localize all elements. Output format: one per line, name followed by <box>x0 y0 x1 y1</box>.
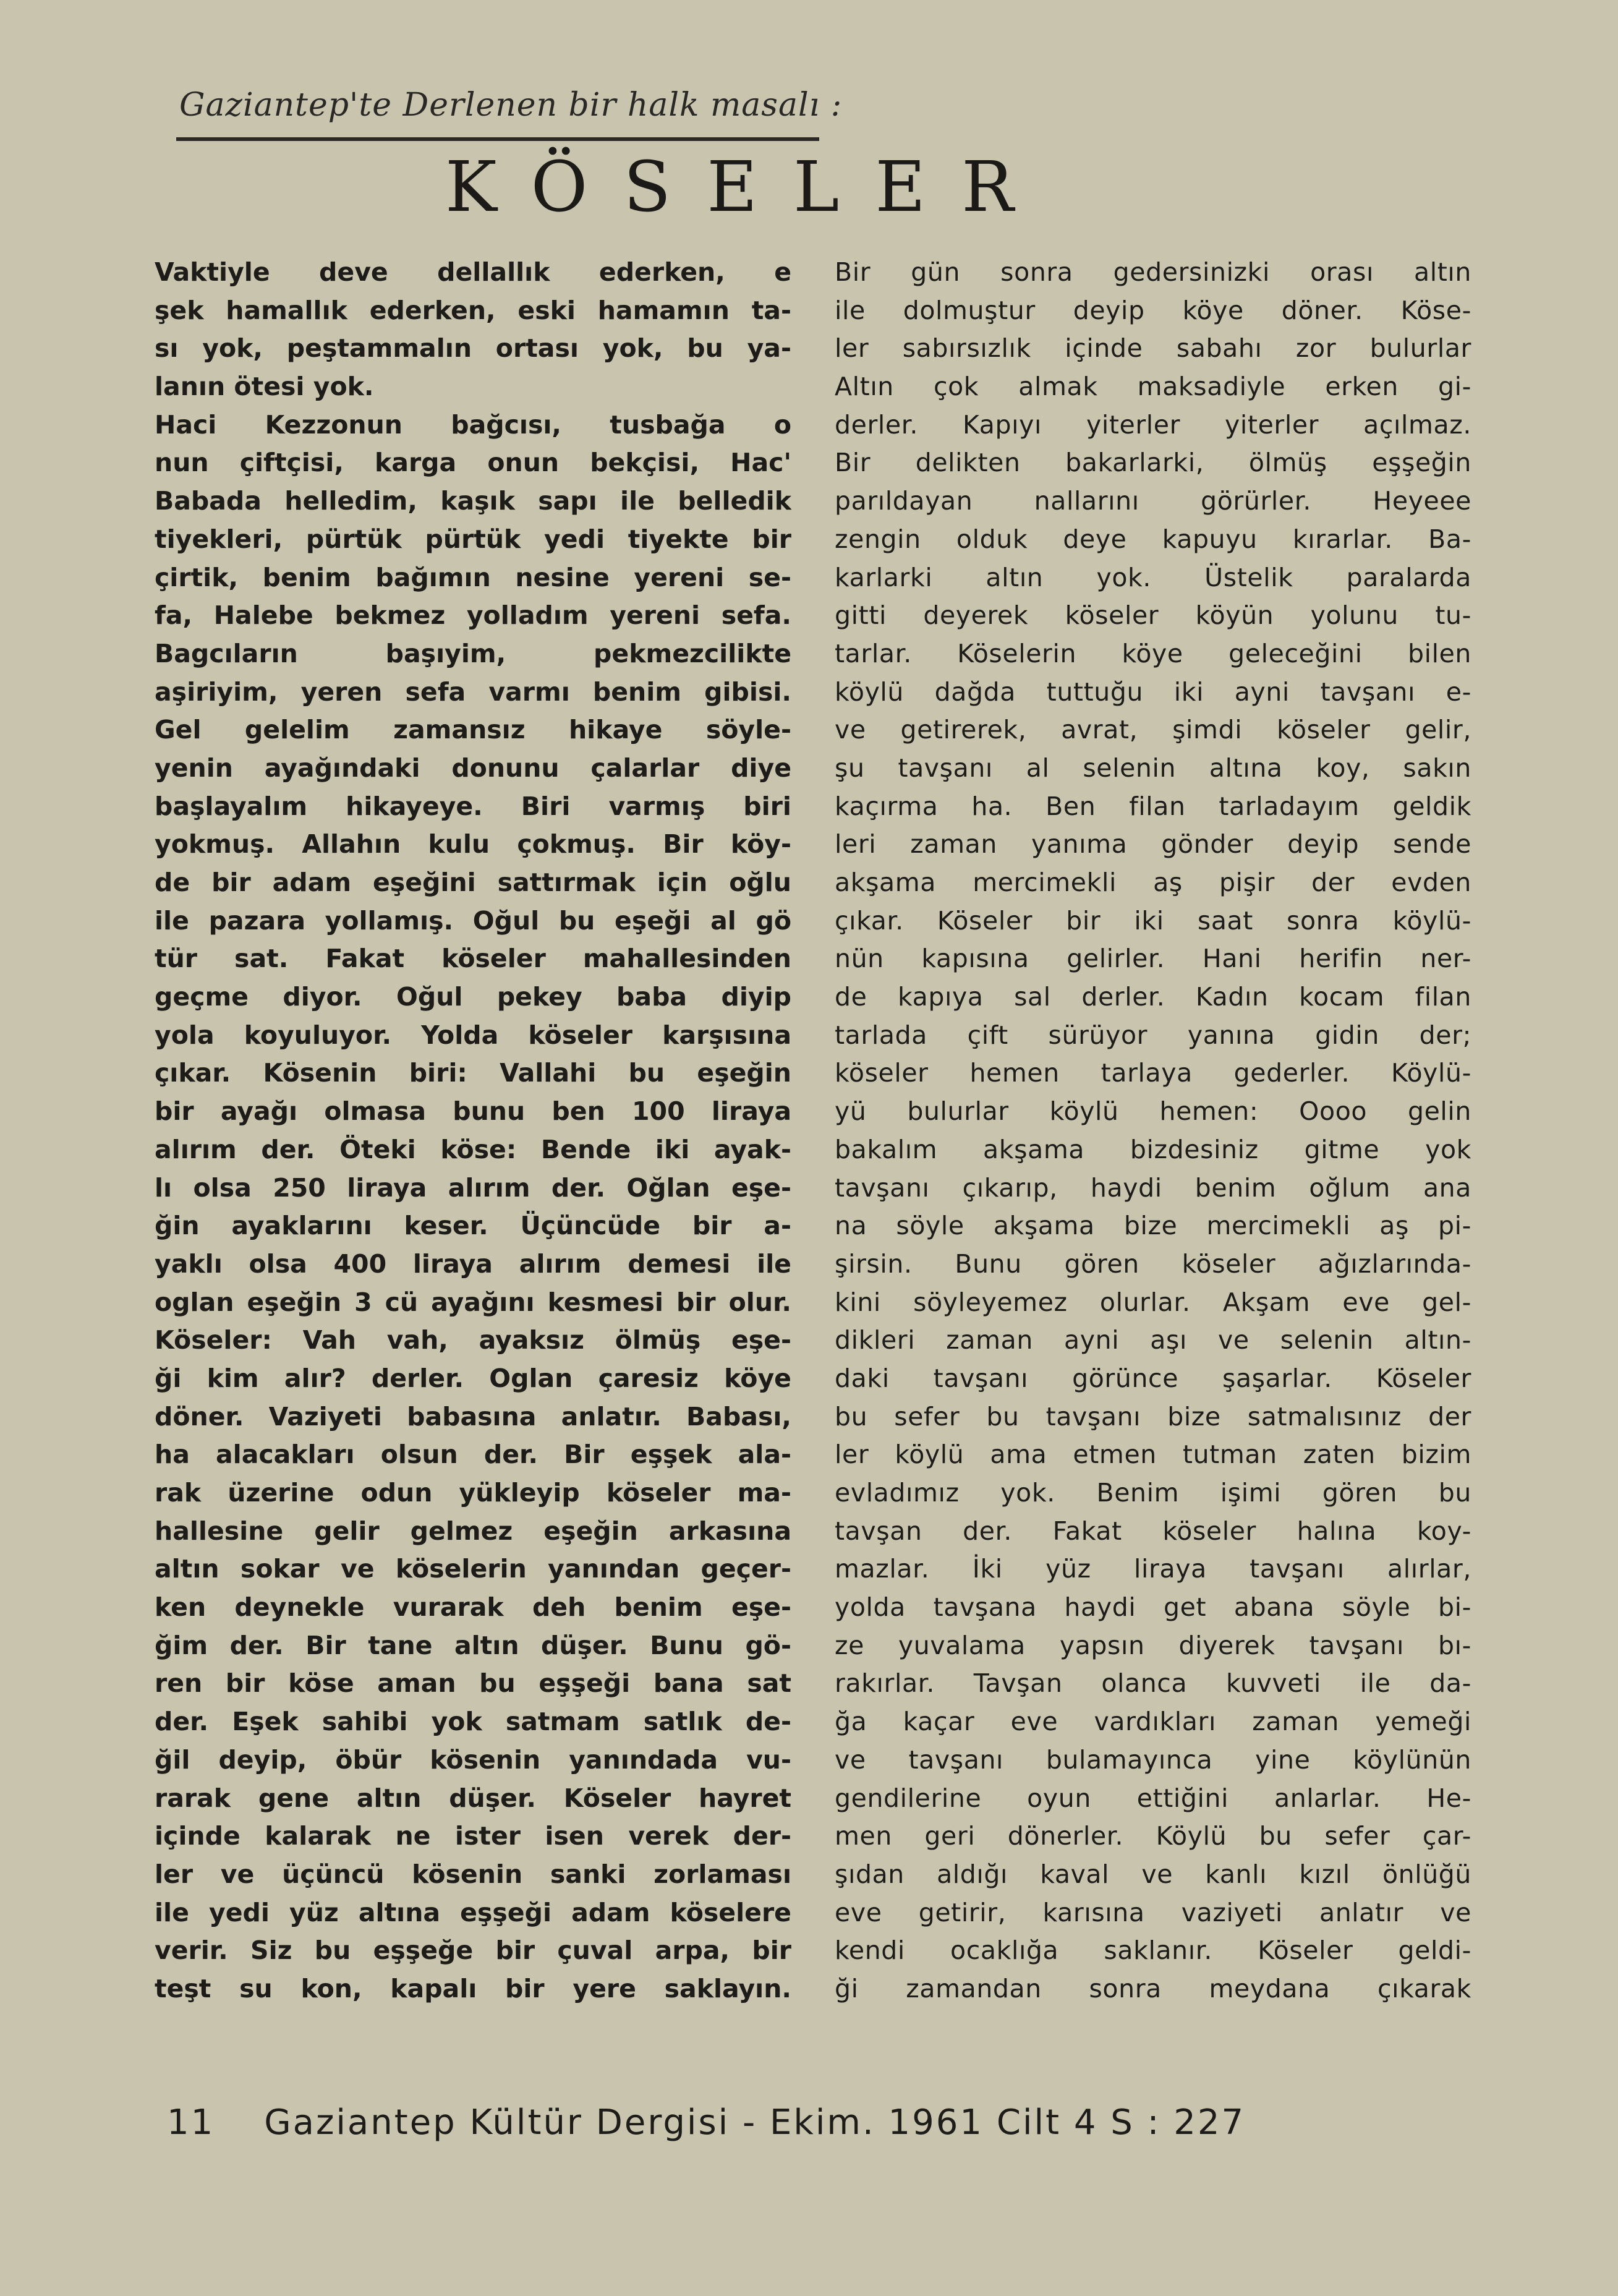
text-line: lanın ötesi yok. <box>155 372 374 402</box>
text-line: oglan eşeğin 3 cü ayağını kesmesi bir olur. <box>155 1287 791 1317</box>
text-line: leri zaman yanıma gönder deyip sende <box>835 829 1471 860</box>
text-line: mazlar. İki yüz liraya tavşanı alırlar, <box>835 1554 1471 1584</box>
text-line: döner. Vaziyeti babasına anlatır. Babası, <box>155 1401 791 1432</box>
text-line: parıldayan nallarını görürler. Heyeee <box>835 486 1471 516</box>
text-line: tarlar. Köselerin köye geleceğini bilen <box>835 638 1471 668</box>
text-line: Babada helledim, kaşık sapı ile belledik <box>155 486 791 516</box>
text-line: içinde kalarak ne ister isen verek der- <box>155 1821 791 1851</box>
text-line: tiyekleri, pürtük pürtük yedi tiyekte bir <box>155 524 791 554</box>
text-line: de bir adam eşeğini sattırmak için oğlu <box>155 868 791 897</box>
text-line: ha alacakları olsun der. Bir eşşek ala- <box>155 1440 791 1470</box>
text-line: tür sat. Fakat köseler mahallesinden <box>155 944 791 974</box>
text-line: Bagcıların başıyim, pekmezcilikte <box>155 638 791 668</box>
page-footer <box>167 2102 1465 2143</box>
text-line: ğa kaçar eve vardıkları zaman yemeği <box>835 1707 1471 1737</box>
text-line: akşama mercimekli aş pişir der evden <box>835 868 1471 897</box>
text-line: aşiriyim, yeren sefa varmı benim gibisi. <box>155 676 791 707</box>
text-line: rak üzerine odun yükleyip köseler ma- <box>155 1478 791 1508</box>
text-line: başlayalım hikayeye. Biri varmış biri <box>155 791 791 821</box>
text-line: evladımız yok. Benim işimi gören bu <box>835 1478 1471 1508</box>
text-line: ler ve üçüncü kösenin sanki zorlaması <box>155 1859 791 1889</box>
text-line: dikleri zaman ayni aşı ve selenin altın- <box>835 1325 1471 1355</box>
text-line: teşt su kon, kapalı bir yere saklayın. <box>155 1973 791 2004</box>
text-line: Altın çok almak maksadiyle erken gi- <box>835 372 1471 402</box>
text-line: şirsin. Bunu gören köseler ağızlarında- <box>835 1248 1471 1279</box>
text-line: ile pazara yollamış. Oğul bu eşeği al gö <box>155 905 791 936</box>
text-line: bu sefer bu tavşanı bize satmalısınız der <box>835 1401 1471 1432</box>
text-line: ğin ayaklarını keser. Üçüncüde bir a- <box>155 1211 791 1241</box>
text-line: Gel gelelim zamansız hikaye söyle- <box>155 715 791 745</box>
text-line: fa, Halebe bekmez yolladım yereni sefa. <box>155 600 791 631</box>
text-line: gitti deyerek köseler köyün yolunu tu- <box>835 600 1471 631</box>
text-line: ken deynekle vurarak deh benim eşe- <box>155 1592 791 1623</box>
text-line: rakırlar. Tavşan olanca kuvveti ile da- <box>835 1668 1471 1699</box>
article-kicker: Gaziantep'te Derlenen bir halk masalı : <box>179 87 843 124</box>
text-line: çirtik, benim bağımın nesine yereni se- <box>155 562 791 592</box>
text-line: ği kim alır? derler. Oglan çaresiz köye <box>155 1363 791 1393</box>
text-line: tavşanı çıkarıp, haydi benim oğlum ana <box>835 1172 1471 1203</box>
text-line: Haci Kezzonun bağcısı, tusbağa o <box>155 409 791 440</box>
text-line: bir ayağı olmasa bunu ben 100 liraya <box>155 1096 791 1127</box>
text-line: zengin olduk deye kapuyu kırarlar. Ba- <box>835 524 1471 554</box>
text-line: ler köylü ama etmen tutman zaten bizim <box>835 1440 1471 1470</box>
text-line: derler. Kapıyı yiterler yiterler açılmaz. <box>835 409 1471 440</box>
text-line: yolda tavşana haydi get abana söyle bi- <box>835 1592 1471 1623</box>
right-text-column <box>835 254 1471 2008</box>
text-line: ile dolmuştur deyip köye döner. Köse- <box>835 295 1471 325</box>
text-line: Köseler: Vah vah, ayaksız ölmüş eşe- <box>155 1325 791 1355</box>
text-line: geçme diyor. Oğul pekey baba diyip <box>155 982 791 1012</box>
article-title: KÖSELER <box>445 147 1050 228</box>
text-line: ve getirerek, avrat, şimdi köseler gelir, <box>835 715 1471 745</box>
text-line: şu tavşanı al selenin altına koy, sakın <box>835 753 1471 783</box>
text-line: daki tavşanı görünce şaşarlar. Köseler <box>835 1363 1471 1393</box>
text-line: eve getirir, karısına vaziyeti anlatır ve <box>835 1897 1471 1927</box>
text-line: tavşan der. Fakat köseler halına koy- <box>835 1516 1471 1546</box>
text-line: çıkar. Köseler bir iki saat sonra köylü- <box>835 905 1471 936</box>
text-line: rarak gene altın düşer. Köseler hayret <box>155 1783 791 1813</box>
text-line: bakalım akşama bizdesiniz gitme yok <box>835 1134 1471 1164</box>
text-line: şek hamallık ederken, eski hamamın ta- <box>155 295 791 325</box>
text-line: lı olsa 250 liraya alırım der. Oğlan eşe- <box>155 1172 791 1203</box>
text-line: yola koyuluyor. Yolda köseler karşısına <box>155 1020 791 1050</box>
page-number: 11 <box>167 2102 215 2143</box>
text-line: tarlada çift sürüyor yanına gidin der; <box>835 1020 1471 1050</box>
text-line: ren bir köse aman bu eşşeği bana sat <box>155 1668 791 1699</box>
journal-citation: Gaziantep Kültür Dergisi - Ekim. 1961 Cilt 4 S : 227 <box>264 2102 1246 2143</box>
text-line: hallesine gelir gelmez eşeğin arkasına <box>155 1516 791 1546</box>
text-line: kendi ocaklığa saklanır. Köseler geldi- <box>835 1935 1471 1966</box>
text-line: köylü dağda tuttuğu iki ayni tavşanı e- <box>835 676 1471 707</box>
text-line: verir. Siz bu eşşeğe bir çuval arpa, bir <box>155 1935 791 1966</box>
text-line: Vaktiyle deve dellallık ederken, e <box>155 257 791 287</box>
left-text-column <box>155 254 791 2008</box>
text-line: ği zamandan sonra meydana çıkarak <box>835 1973 1471 2004</box>
text-line: men geri dönerler. Köylü bu sefer çar- <box>835 1821 1471 1851</box>
text-line: ğim der. Bir tane altın düşer. Bunu gö- <box>155 1630 791 1660</box>
text-line: köseler hemen tarlaya gederler. Köylü- <box>835 1058 1471 1088</box>
text-line: yenin ayağındaki donunu çalarlar diye <box>155 753 791 783</box>
text-line: Bir delikten bakarlarki, ölmüş eşşeğin <box>835 448 1471 478</box>
text-line: Bir gün sonra gedersinizki orası altın <box>835 257 1471 287</box>
text-line: kini söyleyemez olurlar. Akşam eve gel- <box>835 1287 1471 1317</box>
text-line: şıdan aldığı kaval ve kanlı kızıl önlüğü <box>835 1859 1471 1889</box>
text-line: ve tavşanı bulamayınca yine köylünün <box>835 1744 1471 1775</box>
text-line: yü bulurlar köylü hemen: Oooo gelin <box>835 1096 1471 1127</box>
text-line: alırım der. Öteki köse: Bende iki ayak- <box>155 1134 791 1164</box>
text-line: kaçırma ha. Ben filan tarladayım geldik <box>835 791 1471 821</box>
text-line: na söyle akşama bize mercimekli aş pi- <box>835 1211 1471 1241</box>
header-rule <box>176 137 819 141</box>
text-line: der. Eşek sahibi yok satmam satlık de- <box>155 1707 791 1737</box>
text-line: ze yuvalama yapsın diyerek tavşanı bı- <box>835 1630 1471 1660</box>
text-line: de kapıya sal derler. Kadın kocam filan <box>835 982 1471 1012</box>
text-line: ile yedi yüz altına eşşeği adam köselere <box>155 1897 791 1927</box>
text-line: ler sabırsızlık içinde sabahı zor bulurlar <box>835 333 1471 364</box>
text-line: altın sokar ve köselerin yanından geçer- <box>155 1554 791 1584</box>
text-line: gendilerine oyun ettiğini anlarlar. He- <box>835 1783 1471 1813</box>
text-line: karlarki altın yok. Üstelik paralarda <box>835 562 1471 592</box>
text-line: nun çiftçisi, karga onun bekçisi, Hac' <box>155 448 791 478</box>
text-line: yokmuş. Allahın kulu çokmuş. Bir köy- <box>155 829 791 860</box>
text-line: nün kapısına gelirler. Hani herifin ner- <box>835 944 1471 974</box>
text-line: ğil deyip, öbür kösenin yanındada vu- <box>155 1744 791 1775</box>
text-line: sı yok, peştammalın ortası yok, bu ya- <box>155 333 791 364</box>
text-line: çıkar. Kösenin biri: Vallahi bu eşeğin <box>155 1058 791 1088</box>
text-line: yaklı olsa 400 liraya alırım demesi ile <box>155 1248 791 1279</box>
